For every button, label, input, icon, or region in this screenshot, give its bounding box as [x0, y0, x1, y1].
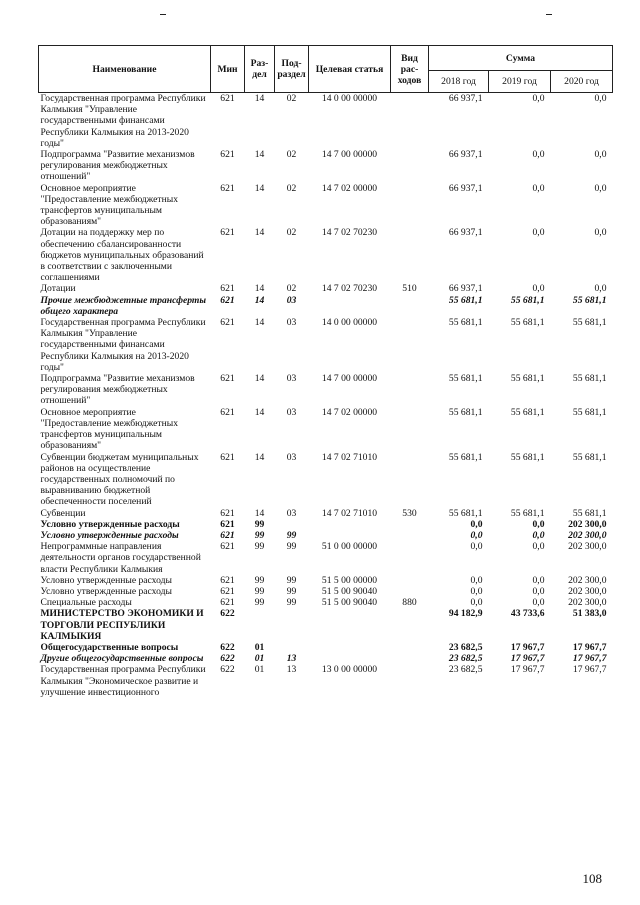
- top-mark-right: [546, 14, 552, 15]
- cell-2018: 0,0: [470, 541, 483, 553]
- cell-podrazdel: 99: [286, 585, 297, 597]
- cell-2019: 0,0: [532, 518, 545, 530]
- cell-name: Основное мероприятие "Предоставление межбюджетных трансфертов муниципальным образованиям": [40, 406, 178, 452]
- cell-2020: 55 681,1: [572, 317, 607, 329]
- cell-2019: 0,0: [532, 149, 545, 161]
- cell-2020: 51 383,0: [572, 608, 607, 620]
- cell-min: 621: [220, 227, 235, 239]
- cell-2020: 55 681,1: [572, 507, 607, 519]
- cell-2020: 0,0: [594, 149, 607, 161]
- cell-celevaya-statya: 51 0 00 00000: [321, 541, 378, 553]
- cell-2018: 23 682,5: [448, 641, 483, 653]
- cell-name: Государственная программа Республики Калмыкия "Управление государственными финансами Республики Калмыкия на 2013-2020 годы": [40, 93, 206, 149]
- cell-podrazdel: 13: [286, 653, 297, 665]
- cell-2018: 55 681,1: [448, 507, 483, 519]
- cell-2020: 0,0: [594, 182, 607, 194]
- table-row: [39, 586, 613, 597]
- cell-celevaya-statya: 51 5 00 90040: [321, 585, 378, 597]
- cell-celevaya-statya: 14 7 02 00000: [321, 182, 378, 194]
- cell-razdel: 14: [254, 283, 265, 295]
- cell-min: 621: [220, 283, 235, 295]
- cell-2019: 17 967,7: [510, 664, 545, 676]
- cell-2019: 55 681,1: [510, 294, 545, 306]
- cell-celevaya-statya: [309, 608, 391, 642]
- cell-min: 621: [220, 574, 235, 586]
- cell-2018: 66 937,1: [448, 149, 483, 161]
- header-razdel: Раз-дел: [245, 46, 275, 93]
- cell-2019: 55 681,1: [510, 317, 545, 329]
- top-mark-left: [160, 14, 166, 15]
- cell-razdel: 99: [254, 529, 265, 541]
- cell-min: 621: [220, 294, 235, 306]
- cell-name: Общегосударственные вопросы: [40, 641, 179, 653]
- cell-vid-rashodov: [391, 317, 429, 373]
- cell-name: Условно утвержденные расходы: [40, 518, 180, 530]
- table-row: [39, 508, 613, 519]
- cell-vid-rashodov: [391, 642, 429, 653]
- cell-2018: 0,0: [470, 597, 483, 609]
- cell-2018: 55 681,1: [448, 317, 483, 329]
- table-row: [39, 608, 613, 642]
- cell-name: Субвенции бюджетам муниципальных районов на осуществление государственных полномочий по выравниванию бюджетной обеспеченности поселений: [40, 451, 199, 508]
- cell-vid-rashodov: [391, 183, 429, 228]
- cell-2018: 0,0: [470, 574, 483, 586]
- cell-min: 622: [220, 664, 235, 676]
- cell-min: 621: [220, 182, 235, 194]
- cell-name: Дотации на поддержку мер по обеспечению сбалансированности бюджетов муниципальных образований в соответствии с заключенными соглашениями: [40, 227, 204, 284]
- cell-celevaya-statya: 14 7 00 00000: [321, 149, 378, 161]
- cell-vid-rashodov: [391, 149, 429, 183]
- cell-razdel: 14: [254, 451, 265, 463]
- cell-2018: 66 937,1: [448, 227, 483, 239]
- cell-podrazdel: 03: [286, 373, 297, 385]
- cell-2019: 0,0: [532, 182, 545, 194]
- cell-2020: 202 300,0: [568, 529, 607, 541]
- cell-vid-rashodov: [391, 653, 429, 664]
- cell-2020: 202 300,0: [568, 597, 607, 609]
- cell-2020: 0,0: [594, 283, 607, 295]
- table-row: [39, 575, 613, 586]
- header-name: Наименование: [39, 46, 211, 93]
- cell-podrazdel: 99: [286, 529, 297, 541]
- cell-vid-rashodov: [391, 373, 429, 407]
- cell-celevaya-statya: [309, 530, 391, 541]
- cell-2019: 0,0: [532, 597, 545, 609]
- cell-celevaya-statya: [309, 642, 391, 653]
- table-body: [39, 93, 613, 698]
- cell-podrazdel: 13: [286, 664, 297, 676]
- cell-2018: 94 182,9: [448, 608, 483, 620]
- cell-podrazdel: 99: [286, 541, 297, 553]
- cell-name: Условно утвержденные расходы: [40, 585, 172, 597]
- budget-table: [38, 45, 613, 698]
- cell-2020: 202 300,0: [568, 585, 607, 597]
- cell-podrazdel: 03: [286, 294, 297, 306]
- cell-2020: 55 681,1: [572, 294, 607, 306]
- cell-min: 621: [220, 529, 235, 541]
- cell-2018: 23 682,5: [448, 664, 483, 676]
- cell-podrazdel: [275, 642, 309, 653]
- cell-celevaya-statya: 14 0 00 00000: [321, 93, 378, 104]
- cell-2019: 55 681,1: [510, 451, 545, 463]
- cell-vid-rashodov: [391, 519, 429, 530]
- cell-2019: 0,0: [532, 93, 545, 104]
- cell-razdel: 14: [254, 317, 265, 329]
- header-min: Мин: [211, 46, 245, 93]
- cell-min: 621: [220, 518, 235, 530]
- cell-name: Государственная программа Республики Калмыкия "Экономическое развитие и улучшение инвестиционного: [40, 664, 206, 698]
- cell-razdel: 99: [254, 574, 265, 586]
- cell-2020: 55 681,1: [572, 406, 607, 418]
- cell-min: 621: [220, 373, 235, 385]
- cell-name: Другие общегосударственные вопросы: [40, 653, 204, 665]
- header-summa: Сумма: [429, 46, 613, 71]
- cell-podrazdel: 03: [286, 507, 297, 519]
- cell-2018: 66 937,1: [448, 283, 483, 295]
- header-podrazdel: Под-раздел: [275, 46, 309, 93]
- cell-2018: 23 682,5: [448, 653, 483, 665]
- table-row: [39, 519, 613, 530]
- cell-razdel: 99: [254, 597, 265, 609]
- cell-podrazdel: 99: [286, 597, 297, 609]
- cell-celevaya-statya: 14 7 02 70230: [321, 283, 378, 295]
- cell-min: 622: [220, 641, 235, 653]
- cell-2018: 66 937,1: [448, 182, 483, 194]
- table-row: [39, 664, 613, 698]
- cell-min: 621: [220, 149, 235, 161]
- table-row: [39, 597, 613, 608]
- cell-razdel: 01: [254, 653, 265, 665]
- cell-2020: 17 967,7: [572, 664, 607, 676]
- table-row: [39, 93, 613, 150]
- cell-2020: 202 300,0: [568, 574, 607, 586]
- cell-name: Субвенции: [40, 507, 86, 519]
- header-vid-rashodov: Вид рас-ходов: [391, 46, 429, 93]
- cell-vid-rashodov: [391, 295, 429, 317]
- cell-celevaya-statya: [309, 519, 391, 530]
- cell-2020: 202 300,0: [568, 518, 607, 530]
- cell-2020: 0,0: [594, 93, 607, 104]
- cell-2018: 0,0: [470, 585, 483, 597]
- cell-vid-rashodov: 530: [402, 507, 417, 519]
- cell-razdel: 99: [254, 541, 265, 553]
- table-row: [39, 452, 613, 508]
- cell-razdel: 14: [254, 373, 265, 385]
- cell-2019: 0,0: [532, 541, 545, 553]
- cell-2018: 55 681,1: [448, 294, 483, 306]
- cell-2019: 43 733,6: [510, 608, 545, 620]
- cell-razdel: 99: [254, 585, 265, 597]
- cell-name: Условно утвержденные расходы: [40, 529, 179, 541]
- table-row: [39, 407, 613, 452]
- cell-name: Специальные расходы: [40, 597, 132, 609]
- cell-razdel: 14: [254, 294, 265, 306]
- cell-celevaya-statya: [309, 653, 391, 664]
- cell-podrazdel: [275, 519, 309, 530]
- table-row: [39, 227, 613, 283]
- cell-podrazdel: 02: [286, 283, 297, 295]
- cell-name: МИНИСТЕРСТВО ЭКОНОМИКИ И ТОРГОВЛИ РЕСПУБЛИКИ КАЛМЫКИЯ: [40, 608, 204, 642]
- cell-2018: 55 681,1: [448, 406, 483, 418]
- cell-podrazdel: [275, 608, 309, 642]
- cell-vid-rashodov: [391, 541, 429, 575]
- table-row: [39, 530, 613, 541]
- cell-2020: 202 300,0: [568, 541, 607, 553]
- header-2018: 2018 год: [429, 71, 489, 93]
- cell-2019: 0,0: [532, 227, 545, 239]
- table-row: [39, 317, 613, 373]
- table-row: [39, 149, 613, 183]
- cell-2020: 55 681,1: [572, 451, 607, 463]
- cell-2019: 55 681,1: [510, 373, 545, 385]
- cell-min: 621: [220, 541, 235, 553]
- cell-vid-rashodov: 880: [402, 597, 417, 609]
- table-row: [39, 373, 613, 407]
- header-2019: 2019 год: [489, 71, 551, 93]
- cell-2020: 17 967,7: [572, 641, 607, 653]
- cell-name: Условно утвержденные расходы: [40, 574, 172, 586]
- cell-celevaya-statya: 14 7 02 71010: [321, 451, 378, 463]
- cell-2019: 17 967,7: [510, 653, 545, 665]
- cell-razdel: 14: [254, 182, 265, 194]
- cell-min: 621: [220, 507, 235, 519]
- cell-razdel: 14: [254, 507, 265, 519]
- cell-vid-rashodov: [391, 608, 429, 642]
- table-row: [39, 183, 613, 228]
- cell-celevaya-statya: 14 7 00 00000: [321, 373, 378, 385]
- cell-razdel: 14: [254, 227, 265, 239]
- cell-razdel: 14: [254, 406, 265, 418]
- cell-2019: 55 681,1: [510, 406, 545, 418]
- cell-celevaya-statya: 14 7 02 00000: [321, 406, 378, 418]
- cell-2019: 0,0: [532, 283, 545, 295]
- cell-podrazdel: 03: [286, 317, 297, 329]
- cell-vid-rashodov: [391, 452, 429, 508]
- table-row: [39, 283, 613, 294]
- cell-2018: 55 681,1: [448, 451, 483, 463]
- cell-celevaya-statya: [309, 295, 391, 317]
- cell-name: Государственная программа Республики Калмыкия "Управление государственными финансами Республики Калмыкия на 2013-2020 годы": [40, 317, 206, 373]
- cell-vid-rashodov: [391, 586, 429, 597]
- cell-podrazdel: 03: [286, 451, 297, 463]
- header-2020: 2020 год: [551, 71, 613, 93]
- table-row: [39, 541, 613, 575]
- cell-podrazdel: 02: [286, 93, 297, 104]
- cell-podrazdel: 99: [286, 574, 297, 586]
- cell-vid-rashodov: 510: [402, 283, 417, 295]
- cell-vid-rashodov: [391, 407, 429, 452]
- cell-celevaya-statya: 14 7 02 70230: [321, 227, 378, 239]
- header-celevaya-statya: Целевая статья: [309, 46, 391, 93]
- cell-celevaya-statya: 14 7 02 71010: [321, 507, 378, 519]
- cell-name: Подпрограмма "Развитие механизмов регулирования межбюджетных отношений": [40, 149, 195, 183]
- cell-razdel: 14: [254, 93, 265, 104]
- cell-podrazdel: 03: [286, 406, 297, 418]
- cell-podrazdel: 02: [286, 227, 297, 239]
- cell-name: Основное мероприятие "Предоставление межбюджетных трансфертов муниципальным образованиям": [40, 182, 178, 228]
- cell-min: 621: [220, 93, 235, 104]
- cell-2020: 0,0: [594, 227, 607, 239]
- cell-celevaya-statya: 13 0 00 00000: [321, 664, 378, 676]
- cell-razdel: 14: [254, 149, 265, 161]
- cell-vid-rashodov: [391, 227, 429, 283]
- cell-razdel: 01: [254, 664, 265, 676]
- cell-name: Прочие межбюджетные трансферты общего характера: [40, 294, 207, 317]
- cell-2018: 0,0: [470, 518, 483, 530]
- cell-razdel: [245, 608, 275, 642]
- cell-2019: 0,0: [532, 585, 545, 597]
- cell-2019: 55 681,1: [510, 507, 545, 519]
- cell-razdel: 99: [254, 518, 265, 530]
- cell-2018: 66 937,1: [448, 93, 483, 104]
- cell-vid-rashodov: [391, 530, 429, 541]
- table-row: [39, 653, 613, 664]
- cell-name: Дотации: [40, 283, 76, 295]
- cell-name: Подпрограмма "Развитие механизмов регулирования межбюджетных отношений": [40, 373, 195, 407]
- cell-vid-rashodov: [391, 575, 429, 586]
- cell-min: 621: [220, 451, 235, 463]
- cell-min: 622: [220, 653, 235, 665]
- table-row: [39, 295, 613, 317]
- cell-2018: 55 681,1: [448, 373, 483, 385]
- cell-min: 621: [220, 317, 235, 329]
- cell-name: Непрограммные направления деятельности органов государственной власти Республики Калмыкия: [40, 541, 201, 575]
- cell-2019: 17 967,7: [510, 641, 545, 653]
- cell-celevaya-statya: 51 5 00 00000: [321, 574, 378, 586]
- cell-min: 622: [220, 608, 235, 620]
- cell-vid-rashodov: [391, 664, 429, 698]
- cell-podrazdel: 02: [286, 182, 297, 194]
- cell-razdel: 01: [254, 641, 265, 653]
- cell-2018: 0,0: [470, 529, 483, 541]
- cell-min: 621: [220, 597, 235, 609]
- table-row: [39, 642, 613, 653]
- cell-2020: 17 967,7: [572, 653, 607, 665]
- cell-vid-rashodov: [391, 93, 429, 150]
- cell-min: 621: [220, 406, 235, 418]
- cell-min: 621: [220, 585, 235, 597]
- cell-2019: 0,0: [532, 529, 545, 541]
- cell-celevaya-statya: 51 5 00 90040: [321, 597, 378, 609]
- cell-celevaya-statya: 14 0 00 00000: [321, 317, 378, 329]
- cell-2019: 0,0: [532, 574, 545, 586]
- cell-podrazdel: 02: [286, 149, 297, 161]
- cell-2020: 55 681,1: [572, 373, 607, 385]
- page-number: 108: [582, 871, 602, 886]
